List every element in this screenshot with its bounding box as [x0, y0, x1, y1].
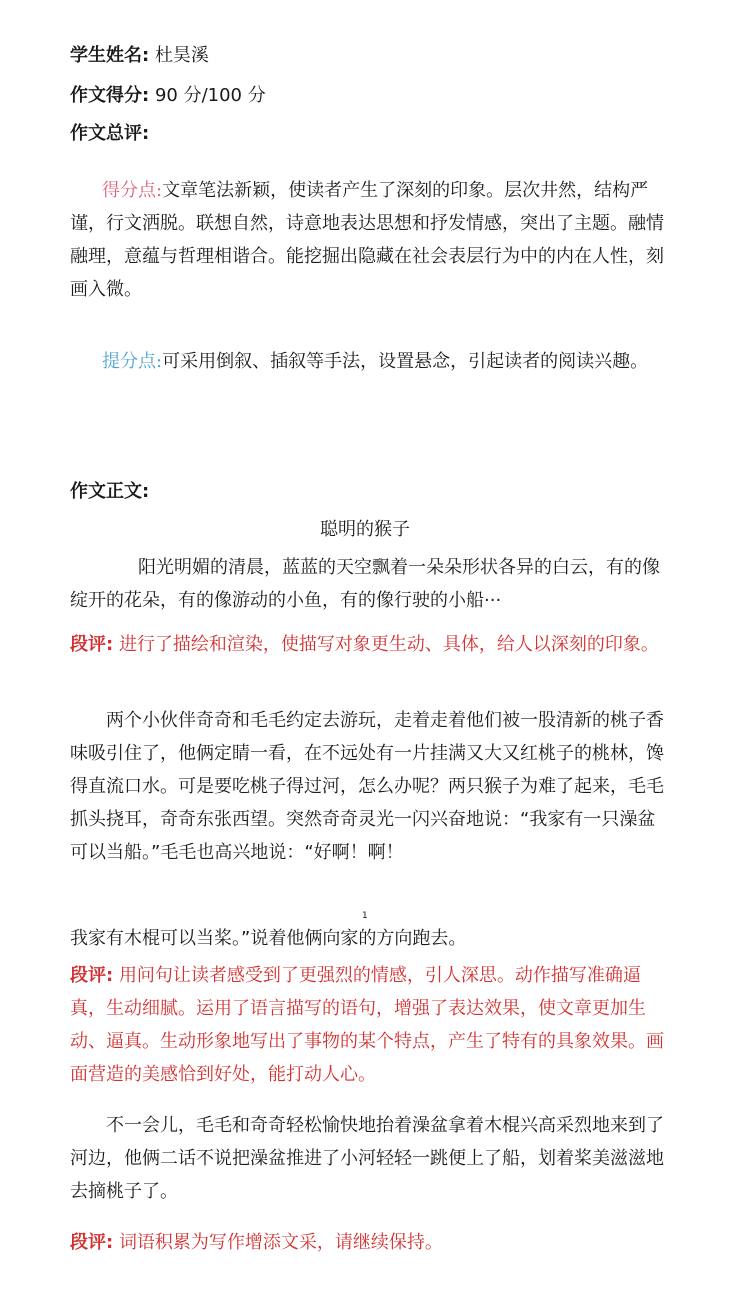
score-label: 作文得分: [70, 85, 150, 106]
overall-review-line [70, 122, 149, 146]
essay-paragraph-2-continued: 我家有木棍可以当桨。”说着他俩向家的方向跑去。 [70, 928, 467, 949]
improve-text: 可采用倒叙、插叙等手法，设置悬念，引起读者的阅读兴趣。 [162, 351, 649, 372]
comment-text-1: 进行了描绘和渲染，使描写对象更生动、具体，给人以深刻的印象。 [118, 634, 659, 655]
essay-paragraph-3: 不一会儿，毛毛和奇奇轻松愉快地抬着澡盆拿着木棍兴高采烈地来到了河边，他俩二话不说把澡盆推进了小河轻轻一跳便上了船，划着桨美滋滋地去摘桃子了。 [70, 1115, 664, 1202]
comment-text-3: 词语积累为写作增添文采，请继续保持。 [118, 1232, 443, 1253]
strengths-text: 文章笔法新颖，使读者产生了深刻的印象。层次井然，结构严谨，行文洒脱。联想自然，诗意地表达思想和抒发情感，突出了主题。融情融理，意蕴与哲理相谐合。能挖掘出隐藏在社会表层行为中的内在人性，刻画入微。 [70, 180, 664, 300]
paragraph-comment-1 [70, 628, 670, 661]
strengths-block [70, 174, 670, 306]
essay-section-label: 作文正文: [70, 481, 150, 502]
overall-review-label: 作文总评: [70, 123, 150, 144]
essay-paragraph-1: 阳光明媚的清晨，蓝蓝的天空飘着一朵朵形状各异的白云，有的像绽开的花朵，有的像游动的小鱼，有的像行驶的小船··· [70, 557, 660, 611]
page-number: 1 [362, 911, 368, 921]
strengths-label: 得分点: [102, 180, 163, 201]
comment-text-2: 用问句让读者感受到了更强烈的情感，引人深思。动作描写准确逼真，生动细腻。运用了语言描写的语句，增强了表达效果，使文章更加生动、逼真。生动形象地写出了事物的某个特点，产生了特有的具象效果。画面营造的美感恰到好处，能打动人心。 [70, 965, 664, 1085]
improve-label: 提分点: [102, 351, 163, 372]
paragraph-comment-2 [70, 959, 670, 1091]
improve-block [70, 345, 670, 378]
score-value: 90 分/100 分 [154, 85, 266, 106]
essay-paragraph-2: 两个小伙伴奇奇和毛毛约定去游玩，走着走着他们被一股清新的桃子香味吸引住了，他俩定睛一看，在不远处有一片挂满又大又红桃子的桃林，馋得直流口水。可是要吃桃子得过河，怎么办呢？两只猴子为难了起来，毛毛抓头挠耳，奇奇东张西望。突然奇奇灵光一闪兴奋地说：“我家有一只澡盆可以当船。”毛毛也高兴地说：“好啊！啊！ [70, 710, 664, 863]
student-name-value: 杜昊溪 [154, 45, 209, 66]
paragraph-comment-3 [70, 1226, 670, 1259]
student-name-label: 学生姓名: [70, 45, 150, 66]
comment-label-3: 段评: [70, 1232, 114, 1253]
essay-title: 聪明的猴子 [320, 519, 410, 540]
student-name-line [70, 44, 209, 68]
score-line [70, 84, 266, 108]
comment-label-2: 段评: [70, 965, 114, 986]
comment-label-1: 段评: [70, 634, 114, 655]
